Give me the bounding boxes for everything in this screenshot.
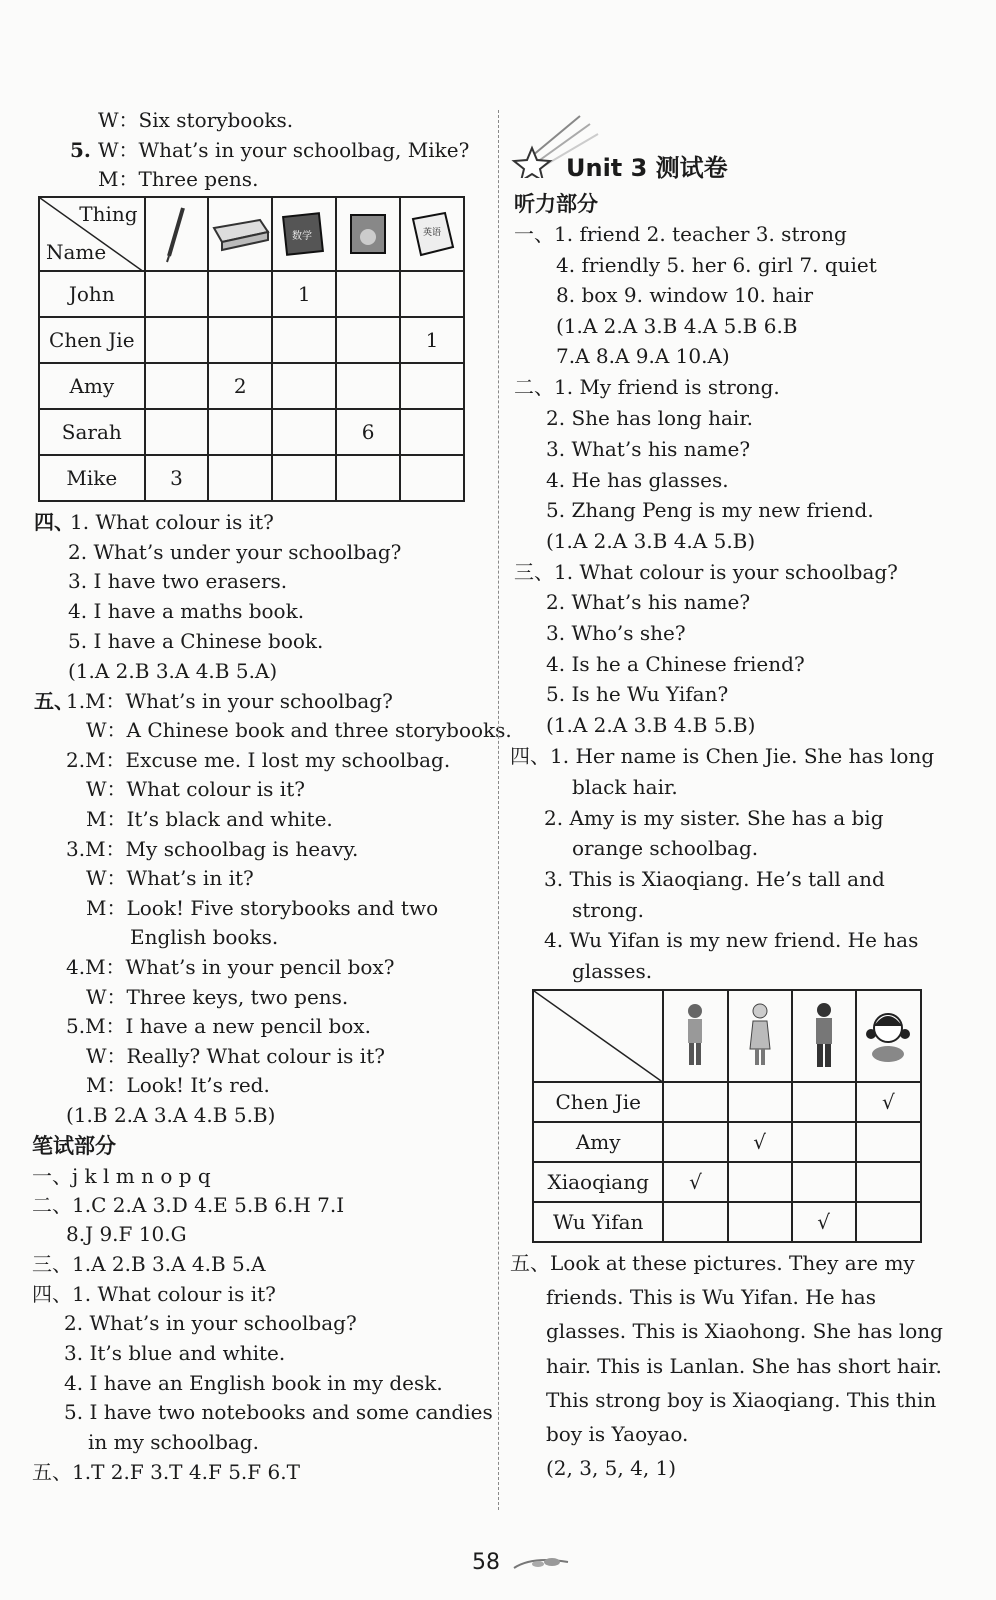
- dialogue-line: M：Three pens.: [98, 167, 259, 191]
- table-cell: [336, 317, 400, 363]
- table-cell: [728, 1082, 792, 1122]
- listening-section-title: 听力部分: [514, 192, 598, 216]
- table-cell: [145, 363, 209, 409]
- table-cell: 6: [336, 409, 400, 455]
- girl-icon: [728, 990, 792, 1082]
- table-cell: [272, 455, 336, 501]
- pencil-box-icon: [208, 197, 272, 271]
- answer-line: friends. This is Wu Yifan. He has: [546, 1285, 876, 1309]
- table-cell: [792, 1122, 856, 1162]
- dialogue-line: W：Three keys, two pens.: [86, 985, 349, 1009]
- answer-line: 3. I have two erasers.: [68, 569, 288, 593]
- answer-line: 五、Look at these pictures. They are my: [510, 1251, 915, 1275]
- dialogue-line: English books.: [130, 925, 279, 949]
- dialogue-line: W：Really? What colour is it?: [86, 1044, 385, 1068]
- answer-line: 4. I have a maths book.: [68, 599, 305, 623]
- answer-key: (1.B 2.A 3.A 4.B 5.B): [66, 1103, 276, 1127]
- answer-line: hair. This is Lanlan. She has short hair.: [546, 1354, 942, 1378]
- dialogue-line: W：Six storybooks.: [98, 108, 294, 132]
- answer-line: orange schoolbag.: [572, 836, 759, 860]
- answer-line: 1. What colour is it?: [70, 510, 274, 534]
- row-name: Mike: [39, 455, 145, 501]
- answer-line: 四、1. What colour is it?: [32, 1282, 276, 1306]
- row-name: Chen Jie: [39, 317, 145, 363]
- table-cell: [400, 271, 464, 317]
- answer-line: 2. What’s in your schoolbag?: [64, 1311, 357, 1335]
- row-name: Xiaoqiang: [533, 1162, 663, 1202]
- answer-line: 4. Wu Yifan is my new friend. He has: [544, 928, 919, 952]
- table-cell: [400, 409, 464, 455]
- storybook-icon: [336, 197, 400, 271]
- row-name: John: [39, 271, 145, 317]
- pen-icon: [145, 197, 209, 271]
- answer-line: glasses.: [572, 959, 653, 983]
- item-number: 5.: [70, 138, 91, 162]
- table-cell: 2: [208, 363, 272, 409]
- table-cell: 1: [272, 271, 336, 317]
- answer-line: 二、1.C 2.A 3.D 4.E 5.B 6.H 7.I: [32, 1193, 345, 1217]
- table-cell: [400, 363, 464, 409]
- answer-line: 3. This is Xiaoqiang. He’s tall and: [544, 867, 885, 891]
- answer-line: 5. I have a Chinese book.: [68, 629, 324, 653]
- table-cell: 3: [145, 455, 209, 501]
- answer-line: 4. He has glasses.: [546, 468, 729, 492]
- answer-line: This strong boy is Xiaoqiang. This thin: [546, 1388, 937, 1412]
- table-cell: 1: [400, 317, 464, 363]
- answer-key: (1.A 2.A 3.B 4.B 5.B): [546, 713, 756, 737]
- table-cell: √: [663, 1162, 727, 1202]
- boy-with-glasses-icon: [663, 990, 727, 1082]
- page-number: 58: [472, 1550, 500, 1575]
- answer-key: (1.A 2.B 3.A 4.B 5.A): [68, 659, 278, 683]
- table-cell: [336, 363, 400, 409]
- table-cell: [663, 1082, 727, 1122]
- table-cell: [208, 271, 272, 317]
- section-mark: 五、: [34, 689, 74, 713]
- answer-line: 5. Zhang Peng is my new friend.: [546, 498, 874, 522]
- answer-key: (1.A 2.A 3.B 4.A 5.B): [546, 529, 756, 553]
- table-cell: [728, 1162, 792, 1202]
- answer-line: 2. What’s under your schoolbag?: [68, 540, 402, 564]
- table-cell: √: [728, 1122, 792, 1162]
- dialogue-line: M：It’s black and white.: [86, 807, 333, 831]
- answer-key: (1.A 2.A 3.B 4.A 5.B 6.B: [556, 314, 798, 338]
- dialogue-line: W：A Chinese book and three storybooks.: [86, 718, 512, 742]
- answer-key: 7.A 8.A 9.A 10.A): [556, 344, 730, 368]
- answer-line: in my schoolbag.: [88, 1430, 259, 1454]
- table-cell: [208, 455, 272, 501]
- answer-line: black hair.: [572, 775, 678, 799]
- answer-line: 4. I have an English book in my desk.: [64, 1371, 443, 1395]
- dialogue-line: 5.M：I have a new pencil box.: [66, 1014, 371, 1038]
- row-name: Wu Yifan: [533, 1202, 663, 1242]
- answer-line: boy is Yaoyao.: [546, 1422, 689, 1446]
- answer-line: 4. friendly 5. her 6. girl 7. quiet: [556, 253, 877, 277]
- answer-line: 8. box 9. window 10. hair: [556, 283, 814, 307]
- leaf-ornament-icon: [512, 1552, 572, 1580]
- dialogue-line: 3.M：My schoolbag is heavy.: [66, 837, 359, 861]
- table-cell: [728, 1202, 792, 1242]
- dialogue-line: M：Look! It’s red.: [86, 1073, 270, 1097]
- row-name: Sarah: [39, 409, 145, 455]
- dialogue-line: 1.M：What’s in your schoolbag?: [66, 689, 393, 713]
- dialogue-line: M：Look! Five storybooks and two: [86, 896, 439, 920]
- tall-boy-icon: [792, 990, 856, 1082]
- table-cell: √: [856, 1082, 921, 1122]
- maths-book-icon: [272, 197, 336, 271]
- friends-table: [532, 989, 922, 1243]
- answer-line: 2. Amy is my sister. She has a big: [544, 806, 884, 830]
- answer-line: glasses. This is Xiaohong. She has long: [546, 1319, 943, 1343]
- thing-name-table: [38, 196, 465, 502]
- row-name: Amy: [533, 1122, 663, 1162]
- table-cell: [272, 363, 336, 409]
- thing-header: Thing: [79, 202, 138, 226]
- english-book-icon: [400, 197, 464, 271]
- column-divider: [498, 110, 499, 1510]
- answer-key: (2, 3, 5, 4, 1): [546, 1456, 677, 1480]
- answer-line: 五、1.T 2.F 3.T 4.F 5.F 6.T: [32, 1460, 300, 1484]
- table-cell: [145, 409, 209, 455]
- dialogue-line: 2.M：Excuse me. I lost my schoolbag.: [66, 748, 451, 772]
- table-cell: [336, 455, 400, 501]
- answer-line: 2. She has long hair.: [546, 406, 754, 430]
- table-header-diagonal: [533, 990, 663, 1082]
- table-cell: [663, 1122, 727, 1162]
- table-cell: [792, 1082, 856, 1122]
- dialogue-line: W：What colour is it?: [86, 777, 305, 801]
- unit-title: Unit 3 测试卷: [566, 154, 728, 182]
- answer-line: 5. Is he Wu Yifan?: [546, 682, 729, 706]
- answer-line: 8.J 9.F 10.G: [66, 1222, 187, 1246]
- table-cell: [272, 409, 336, 455]
- written-section-title: 笔试部分: [32, 1134, 116, 1158]
- table-cell: [400, 455, 464, 501]
- name-header: Name: [46, 240, 107, 264]
- answer-line: 3. It’s blue and white.: [64, 1341, 286, 1365]
- answer-line: 三、1.A 2.B 3.A 4.B 5.A: [32, 1252, 266, 1276]
- answer-line: 3. Who’s she?: [546, 621, 686, 645]
- answer-line: 5. I have two notebooks and some candies: [64, 1400, 493, 1424]
- book-label: 数学: [292, 231, 313, 242]
- answer-line: 三、1. What colour is your schoolbag?: [514, 560, 898, 584]
- table-cell: √: [792, 1202, 856, 1242]
- answer-line: 一、j k l m n o p q: [32, 1164, 211, 1188]
- table-cell: [856, 1202, 921, 1242]
- table-cell: [856, 1122, 921, 1162]
- answer-line: 一、1. friend 2. teacher 3. strong: [514, 222, 847, 246]
- answer-line: 4. Is he a Chinese friend?: [546, 652, 805, 676]
- answer-line: 3. What’s his name?: [546, 437, 751, 461]
- table-cell: [208, 317, 272, 363]
- table-cell: [856, 1162, 921, 1202]
- table-cell: [145, 271, 209, 317]
- table-cell: [208, 409, 272, 455]
- row-name: Amy: [39, 363, 145, 409]
- dialogue-line: 4.M：What’s in your pencil box?: [66, 955, 395, 979]
- book-label: 英语: [423, 228, 442, 238]
- dialogue-line: W：What’s in it?: [86, 866, 254, 890]
- table-cell: [663, 1202, 727, 1242]
- section-mark: 四、: [34, 510, 74, 534]
- table-header-diagonal: [39, 197, 145, 271]
- answer-line: strong.: [572, 898, 644, 922]
- table-cell: [336, 271, 400, 317]
- table-cell: [145, 317, 209, 363]
- girl-long-hair-icon: [856, 990, 921, 1082]
- dialogue-line: W：What’s in your schoolbag, Mike?: [98, 138, 470, 162]
- answer-line: 2. What’s his name?: [546, 590, 751, 614]
- answer-line: 二、1. My friend is strong.: [514, 375, 780, 399]
- table-cell: [272, 317, 336, 363]
- row-name: Chen Jie: [533, 1082, 663, 1122]
- answer-line: 四、1. Her name is Chen Jie. She has long: [510, 744, 935, 768]
- table-cell: [792, 1162, 856, 1202]
